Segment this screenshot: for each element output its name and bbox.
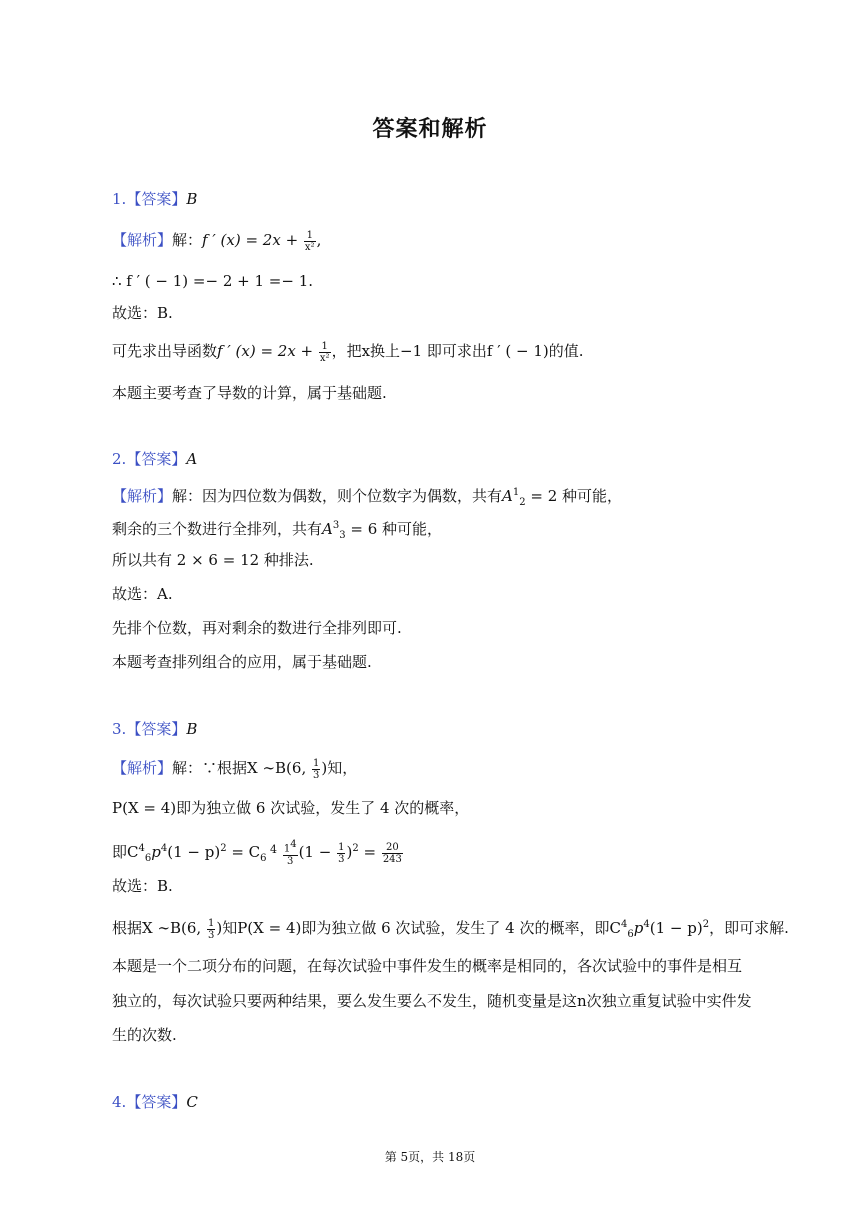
q2-l1-sub: 2 (519, 497, 526, 508)
q1-l4a: 可先求出导函数 (112, 342, 218, 360)
q3-fraction-2: $\frac{1^4}{3}$ (283, 839, 297, 867)
page-footer: 第 5页，共 18页 (384, 1150, 476, 1164)
q2-l1b: A (502, 487, 513, 505)
q3-fraction-3: $\frac{1}{3}$ (338, 841, 345, 865)
q1-answer-tag: 【答案】 (126, 190, 187, 208)
q1-explanation-tag: 【解析】 (112, 231, 173, 249)
q4-answer: C (186, 1093, 198, 1111)
q3-explanation-line-2: P(X = 4)即为独立做 6 次试验，发生了 4 次的概率， (112, 799, 470, 817)
page-title: 答案和解析 (372, 117, 488, 142)
q3-explanation-tag: 【解析】 (112, 759, 173, 777)
q2-l2b: A (322, 520, 333, 538)
q2-explanation-tag: 【解析】 (112, 487, 173, 505)
q1-l4b: f ′ (x) = 2x + (217, 342, 314, 360)
q4-answer-line (112, 1091, 198, 1113)
q3-fraction-4: $\frac{1}{3}$ (207, 917, 215, 941)
q1-l1b: f ′ (x) = 2x + (202, 231, 299, 249)
q4-answer-tag: 【答案】 (126, 1093, 187, 1111)
q3-answer: B (186, 720, 198, 738)
q2-explanation-line-2 (112, 515, 442, 547)
q1-explanation-line-5: 本题主要考查了导数的计算，属于基础题. (112, 384, 387, 402)
q3-answer-tag: 【答案】 (126, 720, 187, 738)
q2-explanation-line-3: 所以共有 2 × 6 = 12 种排法. (112, 551, 314, 569)
q1-answer: B (186, 190, 198, 208)
q2-l2-sup: 3 (332, 520, 340, 531)
q3-number: 3. (112, 720, 127, 738)
q2-number: 2. (112, 450, 127, 468)
q2-l1c: = 2 种可能， (525, 487, 623, 505)
q3-result-fraction: $\frac{20}{243}$ (382, 841, 402, 865)
q2-l2a: 剩余的三个数进行全排列，共有 (112, 520, 323, 538)
q1-explanation-line-4 (112, 340, 584, 364)
q1-fraction-2: $\frac{1}{\text{x²}}$ (319, 340, 330, 364)
q1-fraction: $\frac{1}{\text{x²}}$ (304, 229, 315, 253)
q2-explanation-line-5: 先排个位数，再对剩余的数进行全排列即可. (112, 619, 402, 637)
q1-explanation-line-2: ∴ f ′ ( − 1) =− 2 + 1 =− 1. (112, 272, 314, 290)
q2-l1a: 解：因为四位数为偶数，则个位数字为偶数，共有 (172, 487, 503, 505)
q2-explanation-line-1 (112, 482, 622, 514)
q3-explanation-line-7: 独立的，每次试验只要两种结果，要么发生要么不发生，随机变量是这n次独立重复试验中实件发 (112, 992, 752, 1010)
q3-explanation-line-8: 生的次数. (112, 1026, 177, 1044)
q2-answer: A (186, 450, 198, 468)
q2-answer-tag: 【答案】 (126, 450, 187, 468)
q3-explanation-line-6: 本题是一个二项分布的问题，在每次试验中事件发生的概率是相同的，各次试验中的事件是相互 (112, 957, 743, 975)
q2-l2c: = 6 种可能， (345, 520, 443, 538)
q2-l1-sup: 1 (512, 487, 520, 498)
q1-l1c: , (316, 231, 322, 249)
q2-explanation-line-4: 故选：A. (112, 585, 173, 603)
q3-explanation-line-3: 即$C^4_6p^4(1 - p)^2 = C_6$ $^4$ $\frac{1^4}{3}$ (1 − $\frac{1}{3}$ )$^2$ = $\frac{20}{243}$ (112, 839, 402, 867)
q3-l1b: )知， (321, 759, 358, 777)
q2-l2-sub: 3 (339, 530, 346, 541)
q1-l1a: 解： (172, 231, 203, 249)
q3-answer-line (112, 718, 197, 740)
q1-number: 1. (112, 190, 127, 208)
q2-explanation-line-6: 本题考查排列组合的应用，属于基础题. (112, 653, 372, 671)
q3-explanation-line-4: 故选：B. (112, 877, 173, 895)
q1-explanation-line-1 (112, 229, 321, 253)
q3-explanation-line-1 (112, 757, 357, 781)
q3-explanation-line-5: 根据X ∼B(6, $\frac{1}{3}$ )知P(X = 4)即为独立做 6 次试验，发生了 4 次的概率，即$C^4_6p^4(1 - p)^2$，即可求解. (112, 917, 789, 941)
q3-l1a: 解：∵根据X ∼B(6, (172, 759, 307, 777)
q4-number: 4. (112, 1093, 127, 1111)
q1-explanation-line-3: 故选：B. (112, 304, 173, 322)
q1-answer-line (112, 188, 197, 210)
q3-fraction: $\frac{1}{3}$ (313, 757, 320, 781)
q2-answer-line (112, 448, 197, 470)
q1-l4c: ，把x换上−1 即可求出f ′ ( − 1)的值. (331, 342, 584, 360)
